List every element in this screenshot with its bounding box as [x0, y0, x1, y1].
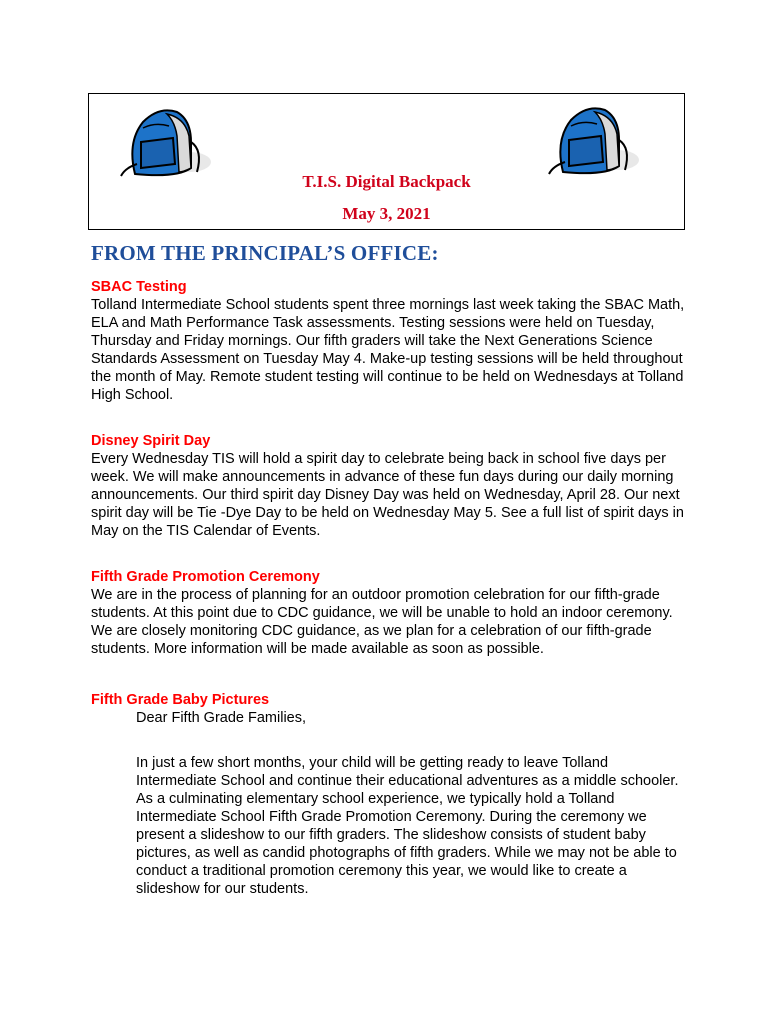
article-title: SBAC Testing: [91, 279, 187, 295]
backpack-icon: [535, 100, 645, 182]
article-title: Disney Spirit Day: [91, 433, 211, 449]
article-body: We are in the process of planning for an outdoor promotion celebration for our fifth-grade students. At this point due to CDC guidance, we will be unable to hold an indoor ceremony. We are closely monitoring CDC guidance, as we plan for a celebration of our fifth-grade students. More information will be made available as soon as possible.: [91, 587, 673, 657]
section-heading: FROM THE PRINCIPAL’S OFFICE:: [91, 241, 439, 265]
article-baby-pictures: [91, 691, 691, 898]
article-disney-spirit-day: [91, 432, 691, 540]
article-title: Fifth Grade Baby Pictures: [91, 692, 270, 708]
article-sbac-testing: [91, 278, 691, 404]
letter-salutation: Dear Fifth Grade Families,: [136, 710, 307, 726]
newsletter-date: May 3, 2021: [342, 204, 431, 223]
article-title: Fifth Grade Promotion Ceremony: [91, 569, 320, 585]
article-body: Every Wednesday TIS will hold a spirit day to celebrate being back in school five days per week. We will make announcements in advance of these fun days during our daily morning announcements. Our third spirit day Disney Day was held on Wednesday, April 28. Our next spirit day will be Tie -Dye Day to be held on Wednesday May 5. See a full list of spirit days in May on the TIS Calendar of Events.: [91, 451, 684, 539]
letter-body: In just a few short months, your child will be getting ready to leave Tolland Intermediate School and continue their educational adventures as a middle schooler. As a culminating elementary school experience, we typically hold a Tolland Intermediate School Fifth Grade Promotion Ceremony. During the ceremony we present a slideshow to our fifth graders. The slideshow consists of student baby pictures, as well as candid photographs of fifth graders. While we may not be able to conduct a traditional promotion ceremony this year, we would like to create a slideshow for our students.: [136, 755, 679, 897]
article-promotion-ceremony: [91, 568, 691, 658]
article-body: Tolland Intermediate School students spent three mornings last week taking the SBAC Math, ELA and Math Performance Task assessments. Testing sessions were held on Tuesday, Thursday and Friday mornings. Our fifth graders will take the Next Generations Science Standards Assessment on Tuesday May 4. Make-up testing sessions will be held throughout the month of May. Remote student testing will continue to be held on Wednesdays at Tolland High School.: [91, 297, 685, 403]
newsletter-header: [88, 93, 685, 230]
letter: [91, 709, 691, 898]
newsletter-title: T.I.S. Digital Backpack: [302, 172, 471, 191]
